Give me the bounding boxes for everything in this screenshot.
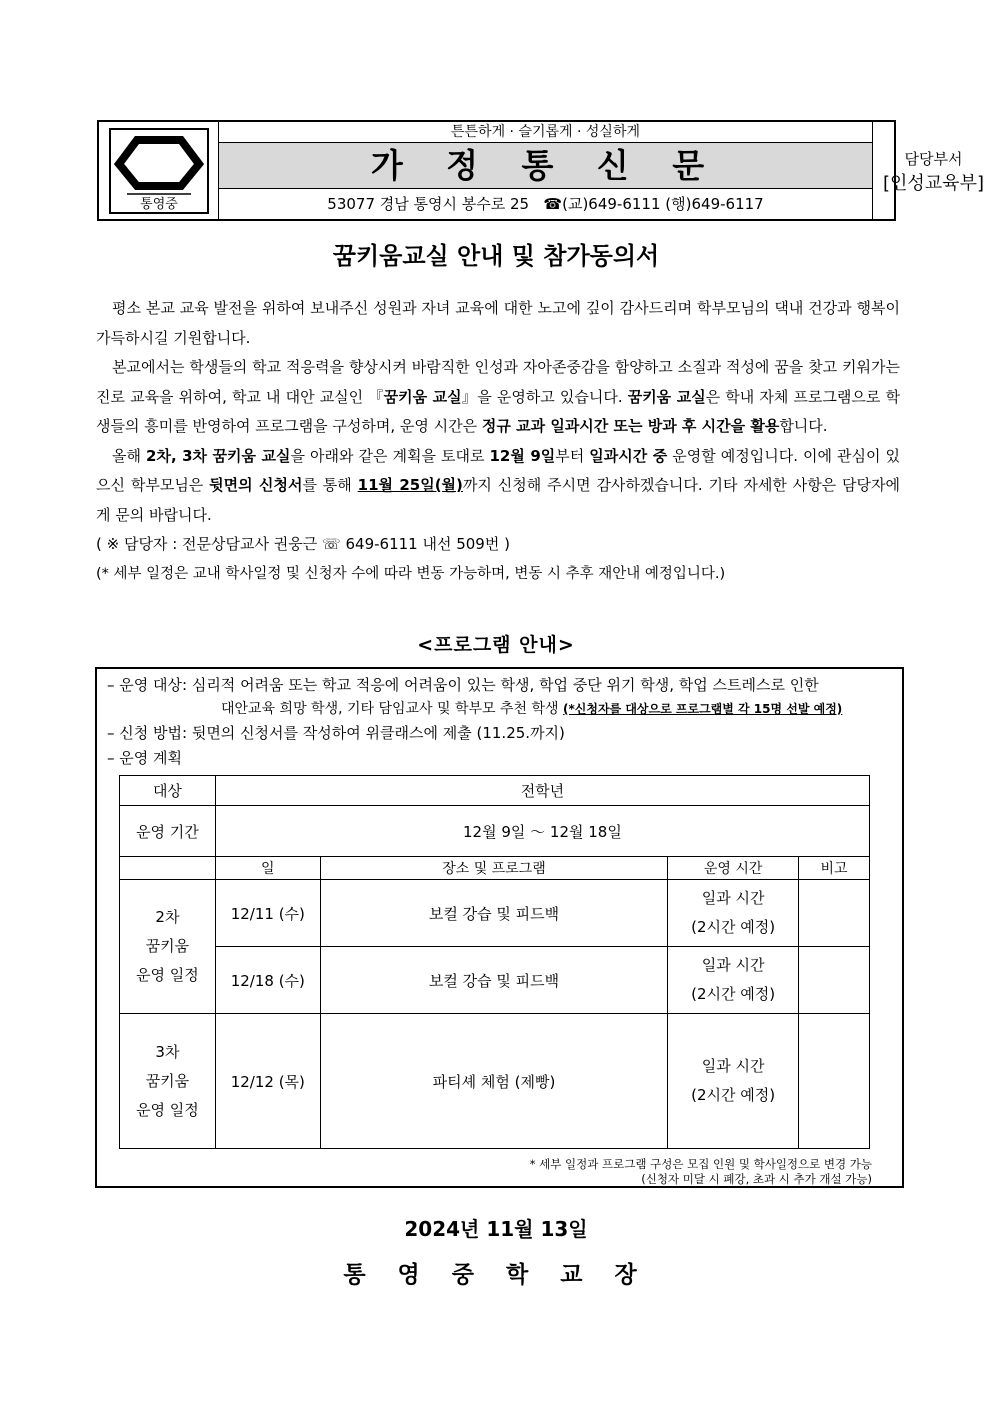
target-value: 전학년 xyxy=(215,776,869,806)
schedule-table xyxy=(119,775,870,1149)
phone-text: ☎(교)649-6111 (행)649-6117 xyxy=(543,195,764,213)
program-box xyxy=(95,667,904,1188)
address-text: 53077 경남 통영시 봉수로 25 xyxy=(327,195,530,213)
group-2nd: 2차 꿈키움 운영 일정 xyxy=(120,880,216,1014)
col-day: 일 xyxy=(215,857,320,880)
row-program: 보컬 강습 및 피드백 xyxy=(320,880,667,947)
svg-text:통영중: 통영중 xyxy=(140,197,178,212)
col-place: 장소 및 프로그램 xyxy=(320,857,667,880)
empty-header xyxy=(120,857,216,880)
row-note xyxy=(799,880,870,947)
row-program: 파티셰 체험 (제빵) xyxy=(320,1014,667,1149)
school-logo-icon xyxy=(109,128,209,214)
department-box xyxy=(873,122,992,219)
group-3rd: 3차 꿈키움 운영 일정 xyxy=(120,1014,216,1149)
row-note xyxy=(799,947,870,1014)
newsletter-title: 가 정 통 신 문 xyxy=(219,143,872,189)
paragraph-schedule: 올해 2차, 3차 꿈키움 교실을 아래와 같은 계획을 토대로 12월 9일부터 일과시간 중 운영할 예정입니다. 이에 관심이 있으신 학부모님은 뒷면의 신청서를 통해 11월 25일(월)까지 신청해 주시면 감사하겠습니다. 기타 자세한 사항은 담당자에게 문의 바랍니다. xyxy=(96,446,901,524)
department-name: [인성교육부] xyxy=(883,173,984,194)
issue-date: 2024년 11월 13일 xyxy=(404,1217,588,1241)
plan-label: – 운영 계획 xyxy=(107,749,182,767)
paragraph-greeting: 평소 본교 교육 발전을 위하여 보내주신 성원과 자녀 교육에 대한 노고에 깊이 감사드리며 학부모님의 댁내 건강과 행복이 가득하시길 기원합니다. xyxy=(96,299,900,347)
school-logo xyxy=(99,122,219,219)
table-row xyxy=(120,947,870,1014)
table-row xyxy=(120,1014,870,1149)
col-note: 비고 xyxy=(799,857,870,880)
col-time: 운영 시간 xyxy=(668,857,799,880)
document-title: 꿈키움교실 안내 및 참가동의서 xyxy=(332,242,660,270)
body-text xyxy=(96,294,900,589)
row-time: 일과 시간 (2시간 예정) xyxy=(668,880,799,947)
apply-line: – 신청 방법: 뒷면의 신청서를 작성하여 위클래스에 제출 (11.25.까지) xyxy=(107,724,565,742)
principal-signature: 통 영 중 학 교 장 xyxy=(343,1262,649,1288)
row-day: 12/18 (수) xyxy=(215,947,320,1014)
row-day: 12/12 (목) xyxy=(215,1014,320,1149)
table-row xyxy=(120,880,870,947)
contact-line: ( ※ 담당자 : 전문상담교사 권웅근 ☏ 649-6111 내선 509번 ) xyxy=(96,535,510,553)
department-label: 담당부서 xyxy=(904,150,963,168)
table-footnote: * 세부 일정과 프로그램 구성은 모집 인원 및 학사일정으로 변경 가능 (신청자 미달 시 폐강, 초과 시 추가 개설 가능) xyxy=(529,1157,872,1186)
header-center xyxy=(219,122,873,219)
header-box xyxy=(97,120,984,221)
row-program: 보컬 강습 및 피드백 xyxy=(320,947,667,1014)
schedule-note: (* 세부 일정은 교내 학사일정 및 신청자 수에 따라 변동 가능하며, 변동 시 추후 재안내 예정입니다.) xyxy=(96,565,726,582)
row-note xyxy=(799,1014,870,1149)
target-line: – 운영 대상: 심리적 어려움 또는 학교 적응에 어려움이 있는 학생, 학업 중단 위기 학생, 학업 스트레스로 인한 xyxy=(107,676,819,694)
period-header: 운영 기간 xyxy=(120,806,216,857)
school-address xyxy=(219,190,872,219)
school-motto: 튼튼하게 · 슬기롭게 · 성실하게 xyxy=(219,122,872,143)
row-time: 일과 시간 (2시간 예정) xyxy=(668,947,799,1014)
target-header: 대상 xyxy=(120,776,216,806)
selection-note: (*신청자를 대상으로 프로그램별 각 15명 선발 예정) xyxy=(563,702,843,716)
target-line-2: 대안교육 희망 학생, 기타 담임교사 및 학부모 추천 학생 (*신청자를 대상으로 프로그램별 각 15명 선발 예정) xyxy=(221,701,843,717)
row-time: 일과 시간 (2시간 예정) xyxy=(668,1014,799,1149)
paragraph-intro: 본교에서는 학생들의 학교 적응력을 향상시켜 바람직한 인성과 자아존중감을 함양하고 소질과 적성에 꿈을 찾고 키워가는 진로 교육을 위하여, 학교 내 대안 교실인 『꿈키움 교실』을 운영하고 있습니다. 꿈키움 교실은 학내 자체 프로그램으로 학생들의 흥미를 반영하여 프로그램을 구성하며, 운영 시간은 정규 교과 일과시간 또는 방과 후 시간을 활용합니다. xyxy=(96,358,900,435)
row-day: 12/11 (수) xyxy=(215,880,320,947)
section-title: <프로그램 안내> xyxy=(417,634,575,656)
period-value: 12월 9일 ～ 12월 18일 xyxy=(215,806,869,857)
